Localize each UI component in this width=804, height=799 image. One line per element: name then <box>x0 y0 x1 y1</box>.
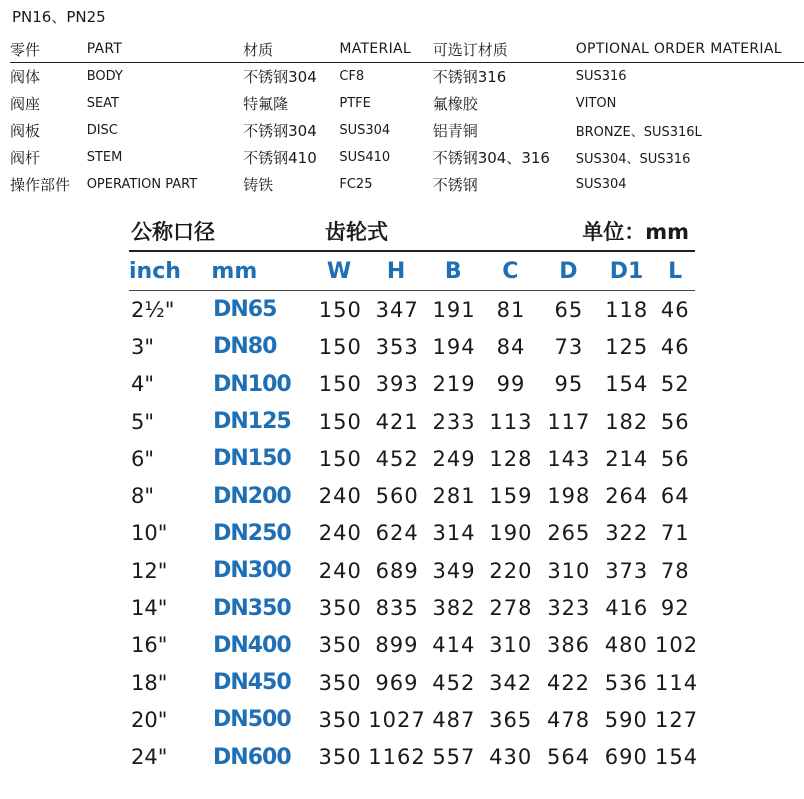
nominal-diameter-title: 公称口径 <box>131 220 215 244</box>
dimension-cell: 52 <box>660 372 690 397</box>
materials-cell: 操作部件 <box>10 176 71 194</box>
dimension-cell: 240 <box>318 484 362 509</box>
dimension-cell: 114 <box>655 670 699 695</box>
dimension-cell: 113 <box>489 409 533 434</box>
dimension-cell: 198 <box>547 484 591 509</box>
dimension-cell: 1027 <box>368 707 426 732</box>
dimension-cell: 220 <box>489 558 533 583</box>
dimension-cell: 2½" <box>131 297 175 322</box>
dimension-row <box>125 366 695 403</box>
dimension-cell: 182 <box>605 409 649 434</box>
dimensions-body <box>125 291 699 776</box>
dimension-cell: 46 <box>660 297 690 322</box>
dimension-cell: 117 <box>547 409 591 434</box>
dimension-cell: 102 <box>655 633 699 658</box>
dimension-cell: 190 <box>489 521 533 546</box>
materials-cell: 特氟隆 <box>243 95 289 113</box>
dimension-cell: 1162 <box>368 745 426 770</box>
materials-cell: 铝青铜 <box>432 122 478 140</box>
dimension-cell: 143 <box>547 446 591 471</box>
dimension-cell: 78 <box>660 558 690 583</box>
dimension-cell: 8" <box>131 484 155 509</box>
materials-cell: SUS304、SUS316 <box>575 152 691 167</box>
dimension-cell: 624 <box>375 521 419 546</box>
dimension-cell: 350 <box>318 670 362 695</box>
dimension-cell: 3" <box>131 334 155 359</box>
dimension-cell: 536 <box>604 670 648 695</box>
dimension-cell: 154 <box>605 372 649 397</box>
dimension-cell: 365 <box>489 707 533 732</box>
materials-cell: SUS304 <box>339 123 391 138</box>
dn-size: DN300 <box>213 558 291 584</box>
materials-row <box>10 144 804 171</box>
dimension-cell: 349 <box>432 558 476 583</box>
column-header: C <box>502 258 519 284</box>
column-header: H <box>386 258 406 284</box>
dimension-cell: 899 <box>375 633 419 658</box>
materials-cell: 氟橡胶 <box>432 95 478 113</box>
dimension-cell: 314 <box>432 521 476 546</box>
dimension-cell: 382 <box>432 596 476 621</box>
dimension-cell: 84 <box>496 334 526 359</box>
materials-cell: FC25 <box>339 177 373 192</box>
dimension-row <box>125 291 695 328</box>
dimension-row <box>125 403 695 440</box>
dimension-cell: 233 <box>432 409 476 434</box>
dimension-cell: 20" <box>131 707 168 732</box>
materials-cell: BODY <box>86 69 123 84</box>
dimension-row <box>125 664 699 701</box>
materials-cell: 不锈钢 <box>432 176 478 194</box>
pressure-rating: PN16、PN25 <box>12 8 106 26</box>
dimension-cell: 478 <box>546 707 591 732</box>
dimension-cell: 10" <box>131 521 168 546</box>
gear-type-title: 齿轮式 <box>325 220 388 244</box>
dimension-cell: 430 <box>489 745 533 770</box>
materials-cell: MATERIAL <box>339 36 432 63</box>
dimension-cell: 95 <box>554 372 584 397</box>
materials-cell: STEM <box>86 150 123 165</box>
dimension-cell: 422 <box>546 670 591 695</box>
dimension-cell: 969 <box>375 670 419 695</box>
dimension-cell: 194 <box>432 334 476 359</box>
dimension-cell: 6" <box>131 446 155 471</box>
materials-cell: 不锈钢304 <box>243 68 317 86</box>
dimension-cell: 281 <box>432 484 476 509</box>
dimension-row <box>125 477 695 514</box>
materials-cell: 零件 <box>10 36 87 63</box>
materials-cell: SUS410 <box>339 150 391 165</box>
dimension-cell: 350 <box>318 633 362 658</box>
dimension-row <box>125 701 699 738</box>
dimension-row <box>125 440 695 477</box>
dimension-cell: 240 <box>318 558 362 583</box>
materials-cell: 不锈钢410 <box>243 149 317 167</box>
dimension-cell: 81 <box>496 297 526 322</box>
dn-size: DN450 <box>213 670 291 696</box>
dn-size: DN350 <box>213 595 291 621</box>
materials-cell: DISC <box>86 123 118 138</box>
column-header: D <box>559 258 578 284</box>
dimension-cell: 350 <box>318 745 362 770</box>
materials-cell: OPTIONAL ORDER MATERIAL <box>576 36 804 63</box>
dimension-cell: 24" <box>131 745 168 770</box>
dimension-cell: 350 <box>318 596 362 621</box>
materials-cell: PART <box>87 36 243 63</box>
dn-size: DN400 <box>213 632 291 658</box>
dn-size: DN200 <box>213 483 291 509</box>
dimension-cell: 150 <box>318 297 362 322</box>
dimensions-header <box>125 252 695 290</box>
dimension-row <box>125 515 695 552</box>
dimension-cell: 14" <box>131 596 168 621</box>
dimension-cell: 214 <box>605 446 649 471</box>
column-header: B <box>444 258 462 284</box>
dimension-cell: 264 <box>605 484 649 509</box>
dimension-cell: 56 <box>660 409 690 434</box>
materials-row <box>10 117 804 144</box>
materials-cell: 不锈钢316 <box>432 68 507 86</box>
dimension-cell: 347 <box>375 297 419 322</box>
dimension-cell: 127 <box>655 707 699 732</box>
dimension-cell: 560 <box>375 484 419 509</box>
dimension-cell: 4" <box>131 372 155 397</box>
dimension-cell: 128 <box>489 446 533 471</box>
dimensions-title <box>125 212 695 250</box>
materials-cell: SUS316 <box>575 69 627 84</box>
materials-cell: 阀杆 <box>10 149 41 167</box>
materials-cell: PTFE <box>339 96 371 111</box>
dimension-cell: 393 <box>375 372 419 397</box>
materials-cell: BRONZE、SUS316L <box>575 125 702 140</box>
dimension-cell: 350 <box>318 707 362 732</box>
dimension-cell: 219 <box>432 372 476 397</box>
materials-cell: 阀座 <box>10 95 41 113</box>
dimension-cell: 125 <box>605 334 649 359</box>
column-header: mm <box>211 258 258 284</box>
materials-cell: 铸铁 <box>243 176 274 194</box>
dimension-cell: 690 <box>604 745 648 770</box>
dimension-cell: 240 <box>318 521 362 546</box>
dimension-cell: 154 <box>655 745 699 770</box>
dimensions-table <box>125 212 699 776</box>
dimension-cell: 71 <box>660 521 690 546</box>
materials-cell: VITON <box>575 96 617 111</box>
dimension-cell: 414 <box>432 633 476 658</box>
materials-cell: OPERATION PART <box>86 177 198 192</box>
dimension-cell: 322 <box>605 521 649 546</box>
materials-header-row <box>10 36 804 63</box>
dimension-cell: 452 <box>432 670 476 695</box>
dimension-cell: 56 <box>660 446 690 471</box>
dimension-cell: 159 <box>489 484 533 509</box>
dn-size: DN500 <box>213 707 291 733</box>
unit-label: 单位：mm <box>582 220 689 244</box>
dimension-row <box>125 627 699 664</box>
materials-cell: SEAT <box>86 96 119 111</box>
dimension-cell: 386 <box>546 633 591 658</box>
materials-cell: 可选订材质 <box>433 36 576 63</box>
dimension-cell: 18" <box>131 670 168 695</box>
dimension-cell: 73 <box>554 334 584 359</box>
dimension-cell: 265 <box>547 521 591 546</box>
dn-size: DN250 <box>213 520 291 546</box>
materials-cell: CF8 <box>339 69 365 84</box>
dimension-cell: 487 <box>432 707 476 732</box>
dimension-row <box>125 328 695 365</box>
dimension-cell: 150 <box>318 409 362 434</box>
materials-row <box>10 90 804 117</box>
materials-cell: 阀板 <box>10 122 41 140</box>
dimension-cell: 421 <box>375 409 419 434</box>
dimension-row <box>125 739 699 776</box>
dn-size: DN600 <box>213 744 291 770</box>
dimension-cell: 278 <box>489 596 533 621</box>
dimension-cell: 416 <box>605 596 649 621</box>
dimension-cell: 92 <box>660 596 690 621</box>
dimension-cell: 150 <box>318 372 362 397</box>
dimension-cell: 249 <box>432 446 476 471</box>
column-header: W <box>326 258 352 284</box>
dimension-cell: 150 <box>318 446 362 471</box>
materials-cell: SUS304 <box>575 177 627 192</box>
dimension-cell: 835 <box>375 596 419 621</box>
dimension-cell: 16" <box>131 633 168 658</box>
dimension-cell: 12" <box>131 558 168 583</box>
dimension-cell: 118 <box>605 297 649 322</box>
materials-row <box>10 171 804 198</box>
dimension-cell: 46 <box>660 334 690 359</box>
dimension-cell: 373 <box>605 558 649 583</box>
dimension-cell: 150 <box>318 334 362 359</box>
dimension-cell: 64 <box>660 484 690 509</box>
dimension-cell: 452 <box>375 446 419 471</box>
dimension-cell: 590 <box>604 707 648 732</box>
dimension-cell: 5" <box>131 409 155 434</box>
dimension-cell: 564 <box>546 745 591 770</box>
dimension-cell: 310 <box>489 633 533 658</box>
column-header: L <box>668 258 683 284</box>
materials-cell: 阀体 <box>10 68 41 86</box>
dimension-cell: 557 <box>432 745 476 770</box>
dimension-cell: 480 <box>604 633 648 658</box>
dn-size: DN150 <box>213 446 291 472</box>
dimension-cell: 689 <box>375 558 419 583</box>
dimension-cell: 191 <box>432 297 476 322</box>
materials-cell: 不锈钢304、316 <box>432 149 550 167</box>
dimension-cell: 310 <box>547 558 591 583</box>
dimension-cell: 65 <box>554 297 584 322</box>
dimension-cell: 342 <box>489 670 533 695</box>
materials-table <box>10 36 804 198</box>
materials-cell: 不锈钢304 <box>243 122 317 140</box>
dimension-cell: 353 <box>375 334 419 359</box>
column-header: D1 <box>609 258 644 284</box>
materials-cell: 材质 <box>243 36 339 63</box>
dimension-row <box>125 589 695 626</box>
dn-size: DN65 <box>213 297 277 323</box>
dn-size: DN125 <box>213 409 291 435</box>
dimension-cell: 323 <box>547 596 591 621</box>
dimension-row <box>125 552 695 589</box>
materials-row <box>10 63 804 91</box>
dn-size: DN80 <box>213 334 277 360</box>
dn-size: DN100 <box>213 371 291 397</box>
column-header: inch <box>129 258 181 284</box>
dimension-cell: 99 <box>496 372 526 397</box>
